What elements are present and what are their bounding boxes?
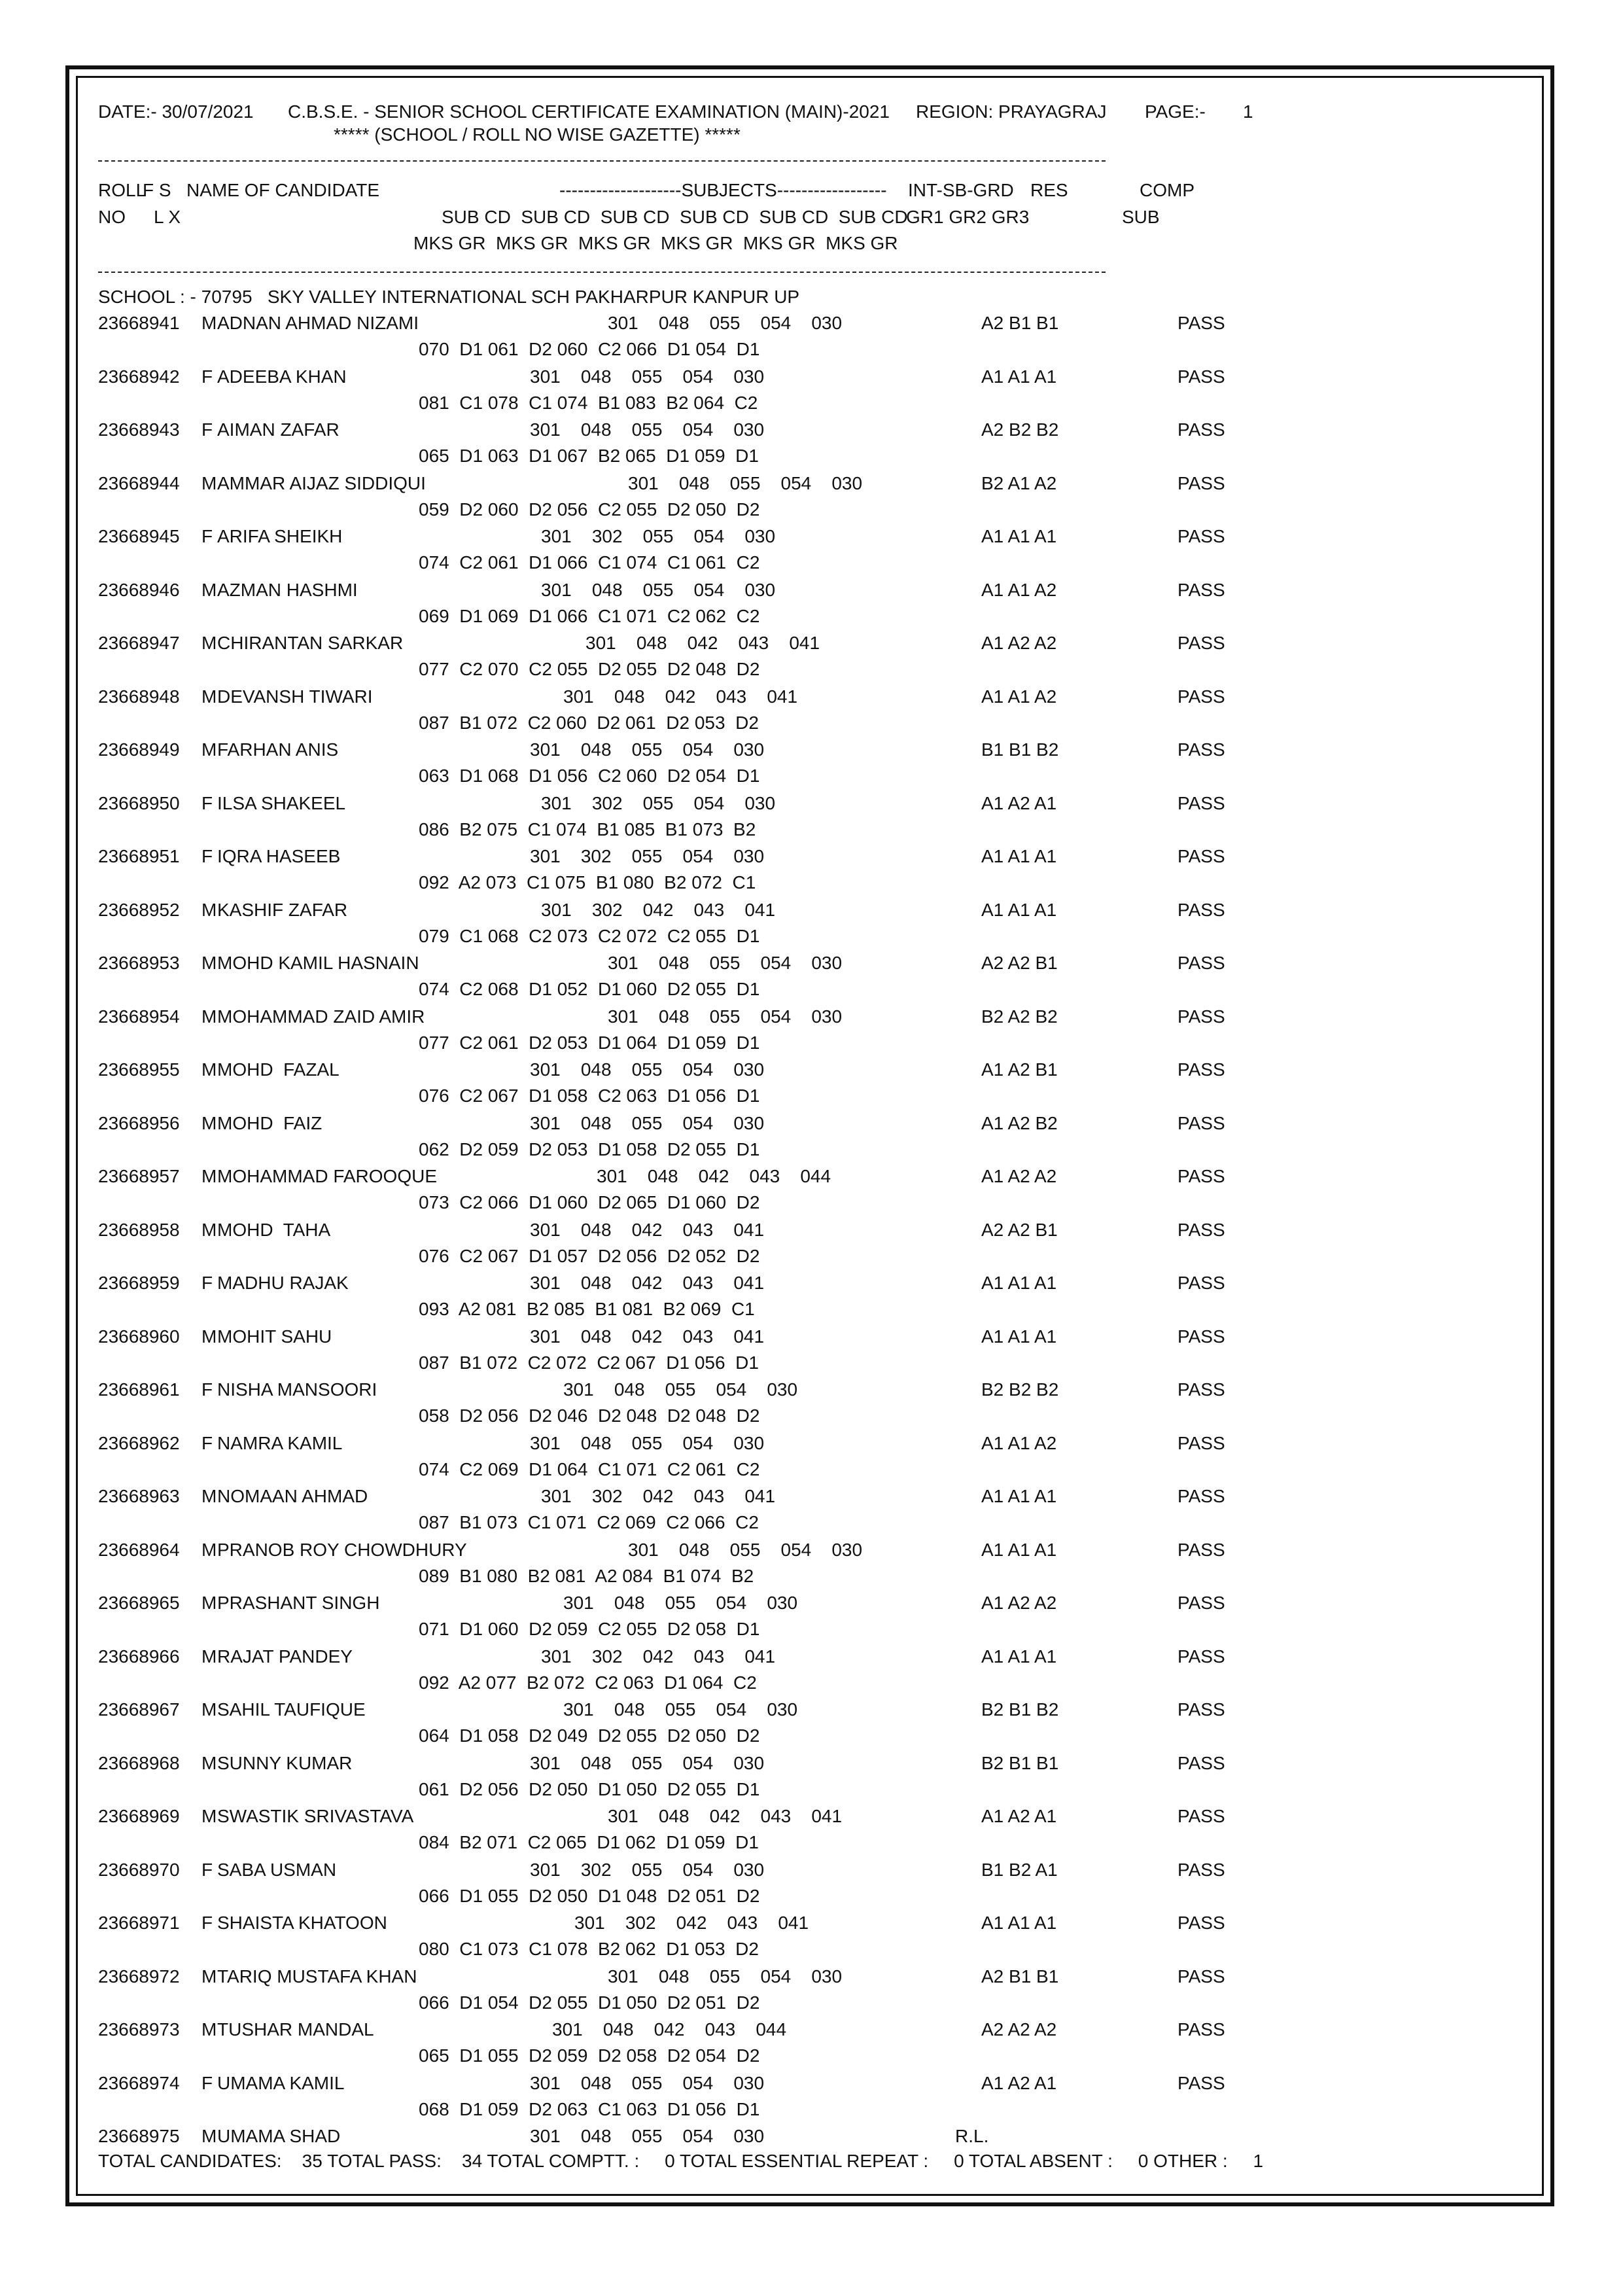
candidate-sex: M [201,1966,217,1987]
candidate-roll: 23668972 [98,1966,180,1987]
candidate-marks: 093 A2 081 B2 085 B1 081 B2 069 C1 [419,1299,755,1319]
candidate-name: MOHD KAMIL HASNAIN [217,953,419,973]
candidate-marks: 087 B1 073 C1 071 C2 069 C2 066 C2 [419,1512,759,1532]
candidate-grades: A2 A2 B1 [981,953,1058,973]
candidate-marks: 087 B1 072 C2 060 D2 061 D2 053 D2 [419,712,759,733]
candidate-marks: 076 C2 067 D1 058 C2 063 D1 056 D1 [419,1086,760,1106]
candidate-sex: M [201,313,217,333]
candidate-roll: 23668965 [98,1593,180,1613]
candidate-subjects: 301 048 055 054 030 [608,953,843,973]
candidate-sex: M [201,579,217,600]
candidate-result: PASS [1178,1379,1225,1400]
candidate-subjects: 301 048 055 054 030 [530,2126,765,2146]
candidate-name: NOMAAN AHMAD [217,1486,368,1506]
candidate-roll: 23668964 [98,1539,180,1560]
candidate-sex: M [201,1593,217,1613]
candidate-subjects: 301 048 042 043 041 [608,1806,843,1826]
candidate-marks: 087 B1 072 C2 072 C2 067 D1 056 D1 [419,1352,759,1373]
candidate-grades: A1 A1 A1 [981,1646,1057,1667]
candidate-roll: 23668968 [98,1752,180,1773]
col-comp-sub: SUB [1122,207,1160,227]
candidate-subjects: 301 048 042 043 044 [552,2019,787,2040]
candidate-grades: A1 A2 B2 [981,1112,1058,1133]
candidate-result: PASS [1178,579,1225,600]
divider-bottom [98,272,1106,273]
candidate-subjects: 301 048 055 054 030 [608,313,843,333]
candidate-marks: 076 C2 067 D1 057 D2 056 D2 052 D2 [419,1245,760,1266]
candidate-roll: 23668958 [98,1219,180,1240]
candidate-roll: 23668967 [98,1699,180,1720]
candidate-grades: B2 A2 B2 [981,1006,1058,1027]
candidate-result: PASS [1178,899,1225,920]
candidate-roll: 23668956 [98,1112,180,1133]
col-int-grd: INT-SB-GRD [908,180,1014,200]
col-gr: GR1 GR2 GR3 [906,207,1030,227]
candidate-roll: 23668969 [98,1806,180,1826]
candidate-result: PASS [1178,633,1225,653]
col-fs: F S [143,180,171,200]
candidate-name: AZMAN HASHMI [217,579,358,600]
candidate-sex: F [201,1379,213,1400]
candidate-name: MOHIT SAHU [217,1326,332,1347]
candidate-marks: 065 D1 063 D1 067 B2 065 D1 059 D1 [419,446,759,466]
header-date: DATE:- 30/07/2021 [98,101,254,122]
candidate-sex: M [201,2019,217,2040]
candidate-grades: B2 A1 A2 [981,472,1057,493]
candidate-roll: 23668975 [98,2126,180,2146]
candidate-result: PASS [1178,526,1225,546]
candidate-grades: A1 A2 A1 [981,2072,1057,2093]
candidate-marks: 058 D2 056 D2 046 D2 048 D2 048 D2 [419,1405,760,1426]
candidate-subjects: 301 048 055 054 030 [608,1006,843,1027]
candidate-subjects: 301 048 055 054 030 [530,2072,765,2093]
candidate-grades: A1 A1 A1 [981,366,1057,387]
candidate-subjects: 301 048 042 043 044 [597,1166,831,1186]
candidate-subjects: 301 048 055 054 030 [563,1699,798,1720]
candidate-sex: M [201,1006,217,1027]
candidate-roll: 23668966 [98,1646,180,1667]
candidate-subjects: 301 048 055 054 030 [530,1432,765,1453]
candidate-name: ADNAN AHMAD NIZAMI [217,313,419,333]
candidate-subjects: 301 048 042 043 041 [530,1326,765,1347]
candidate-grades: A1 A1 A2 [981,1432,1057,1453]
candidate-result: PASS [1178,1166,1225,1186]
candidate-grades: A1 A1 A1 [981,899,1057,920]
candidate-subjects: 301 048 055 054 030 [530,1112,765,1133]
candidate-marks: 068 D1 059 D2 063 C1 063 D1 056 D1 [419,2098,760,2119]
candidate-marks: 066 D1 055 D2 050 D1 048 D2 051 D2 [419,1885,760,1906]
candidate-sex: M [201,633,217,653]
candidate-name: PRASHANT SINGH [217,1593,380,1613]
col-comp: COMP [1140,180,1195,200]
candidate-subjects: 301 048 055 054 030 [530,419,765,440]
candidate-subjects: 301 302 042 043 041 [574,1913,809,1933]
candidate-name: SABA USMAN [217,1859,337,1880]
candidate-grades: A1 A1 A2 [981,579,1057,600]
candidate-marks: 064 D1 058 D2 049 D2 055 D2 050 D2 [419,1725,760,1746]
candidate-grades: B1 B2 A1 [981,1859,1058,1880]
candidate-marks: 070 D1 061 D2 060 C2 066 D1 054 D1 [419,339,760,359]
candidate-name: DEVANSH TIWARI [217,686,373,707]
candidate-result: PASS [1178,1273,1225,1293]
col-sub-cd: SUB CD SUB CD SUB CD SUB CD SUB CD SUB CD [442,207,908,227]
candidate-result: PASS [1178,686,1225,707]
candidate-sex: F [201,526,213,546]
candidate-subjects: 301 302 055 054 030 [541,526,776,546]
candidate-result: PASS [1178,313,1225,333]
candidate-sex: M [201,1752,217,1773]
candidate-marks: 092 A2 077 B2 072 C2 063 D1 064 C2 [419,1672,757,1693]
totals-line: TOTAL CANDIDATES: 35 TOTAL PASS: 34 TOTAL COMPTT. : 0 TOTAL ESSENTIAL REPEAT : 0 TOTAL ABSENT : 0 OTHER : 1 [98,2151,1264,2171]
candidate-roll: 23668974 [98,2072,180,2093]
candidate-name: UMAMA SHAD [217,2126,341,2146]
candidate-sex: M [201,1699,217,1720]
candidate-grades: A1 A1 A1 [981,526,1057,546]
candidate-sex: M [201,1486,217,1506]
candidate-subjects: 301 048 042 043 041 [585,633,820,653]
candidate-roll: 23668963 [98,1486,180,1506]
candidate-sex: M [201,1059,217,1080]
candidate-name: MADHU RAJAK [217,1273,349,1293]
header-region: REGION: PRAYAGRAJ [916,101,1107,122]
candidate-result: PASS [1178,366,1225,387]
candidate-result: PASS [1178,792,1225,813]
candidate-result: PASS [1178,739,1225,760]
header-page-number: 1 [1243,101,1253,122]
candidate-grades: A1 A2 A1 [981,1806,1057,1826]
col-subjects: --------------------SUBJECTS------------------ [559,180,887,200]
candidate-name: CHIRANTAN SARKAR [217,633,404,653]
candidate-result: PASS [1178,1699,1225,1720]
candidate-grades: A1 A2 A2 [981,1166,1057,1186]
candidate-marks: 084 B2 071 C2 065 D1 062 D1 059 D1 [419,1832,759,1852]
candidate-sex: F [201,366,213,387]
candidate-roll: 23668970 [98,1859,180,1880]
candidate-sex: M [201,2126,217,2146]
candidate-roll: 23668960 [98,1326,180,1347]
candidate-grades: B2 B2 B2 [981,1379,1059,1400]
candidate-result: PASS [1178,1059,1225,1080]
candidate-result: PASS [1178,953,1225,973]
candidate-name: MOHAMMAD ZAID AMIR [217,1006,425,1027]
candidate-name: FARHAN ANIS [217,739,339,760]
candidate-result: PASS [1178,1219,1225,1240]
candidate-result: PASS [1178,846,1225,866]
candidate-sex: F [201,2072,213,2093]
candidate-result: PASS [1178,1112,1225,1133]
candidate-result: PASS [1178,1859,1225,1880]
divider-top [98,160,1106,162]
candidate-marks: 080 C1 073 C1 078 B2 062 D1 053 D2 [419,1939,759,1959]
candidate-name: MOHD FAZAL [217,1059,340,1080]
candidate-name: SUNNY KUMAR [217,1752,353,1773]
candidate-grades: A1 A2 B1 [981,1059,1058,1080]
candidate-name: IQRA HASEEB [217,846,341,866]
candidate-subjects: 301 048 042 043 041 [563,686,798,707]
candidate-result: PASS [1178,472,1225,493]
candidate-result: PASS [1178,1006,1225,1027]
candidate-result: PASS [1178,1752,1225,1773]
candidate-subjects: 301 302 042 043 041 [541,1486,776,1506]
header-subtitle: ***** (SCHOOL / ROLL NO WISE GAZETTE) ***** [334,124,741,145]
header-page-label: PAGE:- [1145,101,1206,122]
candidate-marks: 086 B2 075 C1 074 B1 085 B1 073 B2 [419,819,756,839]
candidate-sex: F [201,1432,213,1453]
candidate-subjects: 301 048 055 054 030 [530,739,765,760]
candidate-marks: 073 C2 066 D1 060 D2 065 D1 060 D2 [419,1192,760,1212]
candidate-sex: F [201,1859,213,1880]
candidate-name: SWASTIK SRIVASTAVA [217,1806,414,1826]
candidate-roll: 23668971 [98,1913,180,1933]
candidate-subjects: 301 048 055 054 030 [628,472,863,493]
candidate-name: SAHIL TAUFIQUE [217,1699,366,1720]
candidate-result: PASS [1178,1486,1225,1506]
candidate-grades: A2 B1 B1 [981,1966,1059,1987]
candidate-grades: A1 A1 A1 [981,1326,1057,1347]
candidate-roll: 23668949 [98,739,180,760]
candidate-name: ILSA SHAKEEL [217,792,346,813]
candidate-roll: 23668950 [98,792,180,813]
candidate-grades: A2 A2 A2 [981,2019,1057,2040]
candidate-roll: 23668954 [98,1006,180,1027]
candidate-name: AMMAR AIJAZ SIDDIQUI [217,472,426,493]
candidate-name: MOHAMMAD FAROOQUE [217,1166,438,1186]
candidate-result: PASS [1178,1646,1225,1667]
candidate-subjects: 301 048 055 054 030 [563,1593,798,1613]
candidate-grades: A1 A1 A1 [981,1913,1057,1933]
candidate-subjects: 301 302 042 043 041 [541,1646,776,1667]
col-no: NO [98,207,126,227]
candidate-grades: A1 A2 A2 [981,633,1057,653]
candidate-marks: 079 C1 068 C2 073 C2 072 C2 055 D1 [419,925,760,946]
candidate-subjects: 301 302 055 054 030 [541,792,776,813]
candidate-roll: 23668961 [98,1379,180,1400]
candidate-result: PASS [1178,419,1225,440]
candidate-marks: 077 C2 070 C2 055 D2 055 D2 048 D2 [419,659,760,679]
candidate-name: ARIFA SHEIKH [217,526,343,546]
candidate-name: NAMRA KAMIL [217,1432,343,1453]
candidate-sex: M [201,1219,217,1240]
candidate-name: SHAISTA KHATOON [217,1913,387,1933]
candidate-sex: F [201,1273,213,1293]
candidate-result: PASS [1178,1593,1225,1613]
candidate-roll: 23668948 [98,686,180,707]
candidate-marks: 089 B1 080 B2 081 A2 084 B1 074 B2 [419,1565,754,1586]
candidate-subjects: 301 048 055 054 030 [563,1379,798,1400]
candidate-marks: 069 D1 069 D1 066 C1 071 C2 062 C2 [419,605,760,626]
header-title: C.B.S.E. - SENIOR SCHOOL CERTIFICATE EXAMINATION (MAIN)-2021 [288,101,890,122]
col-mks-gr: MKS GR MKS GR MKS GR MKS GR MKS GR MKS GR [413,233,898,253]
candidate-result: PASS [1178,1913,1225,1933]
candidate-roll: 23668945 [98,526,180,546]
candidate-result: PASS [1178,1539,1225,1560]
candidate-grades: A2 B2 B2 [981,419,1059,440]
candidate-result: PASS [1178,1966,1225,1987]
candidate-grades: B2 B1 B2 [981,1699,1059,1720]
candidate-sex: M [201,1539,217,1560]
candidate-marks: 071 D1 060 D2 059 C2 055 D2 058 D1 [419,1619,760,1639]
candidate-subjects: 301 048 042 043 041 [530,1219,765,1240]
candidate-result: PASS [1178,1806,1225,1826]
candidate-roll: 23668944 [98,472,180,493]
candidate-sex: M [201,1806,217,1826]
candidate-sex: F [201,419,213,440]
candidate-marks: 074 C2 068 D1 052 D1 060 D2 055 D1 [419,979,760,999]
candidate-name: AIMAN ZAFAR [217,419,340,440]
candidate-grades: A2 A2 B1 [981,1219,1058,1240]
candidate-name: ADEEBA KHAN [217,366,347,387]
candidate-subjects: 301 048 055 054 030 [530,1752,765,1773]
candidate-subjects: 301 048 055 054 030 [628,1539,863,1560]
candidate-roll: 23668942 [98,366,180,387]
candidate-grades: A1 A2 A1 [981,792,1057,813]
candidate-marks: 065 D1 055 D2 059 D2 058 D2 054 D2 [419,2045,760,2066]
candidate-grades: A1 A1 A1 [981,1486,1057,1506]
candidate-sex: F [201,792,213,813]
col-lx: L X [154,207,181,227]
col-name: NAME OF CANDIDATE [186,180,380,200]
candidate-grades: A1 A1 A1 [981,1539,1057,1560]
candidate-result: PASS [1178,2072,1225,2093]
col-res: RES [1030,180,1068,200]
candidate-marks: 059 D2 060 D2 056 C2 055 D2 050 D2 [419,499,760,520]
candidate-sex: M [201,1166,217,1186]
candidate-result: PASS [1178,1432,1225,1453]
candidate-subjects: 301 302 042 043 041 [541,899,776,920]
candidate-name: MOHD FAIZ [217,1112,323,1133]
candidate-name: TARIQ MUSTAFA KHAN [217,1966,417,1987]
candidate-grades: A2 B1 B1 [981,313,1059,333]
candidate-marks: 092 A2 073 C1 075 B1 080 B2 072 C1 [419,872,756,892]
candidate-roll: 23668957 [98,1166,180,1186]
candidate-sex: M [201,1326,217,1347]
candidate-subjects: 301 302 055 054 030 [530,846,765,866]
candidate-sex: M [201,953,217,973]
candidate-roll: 23668962 [98,1432,180,1453]
candidate-roll: 23668973 [98,2019,180,2040]
candidate-marks: 061 D2 056 D2 050 D1 050 D2 055 D1 [419,1778,760,1799]
candidate-subjects: 301 048 055 054 030 [530,1059,765,1080]
candidate-subjects: 301 048 042 043 041 [530,1273,765,1293]
candidate-marks: 074 C2 069 D1 064 C1 071 C2 061 C2 [419,1458,760,1479]
candidate-name: RAJAT PANDEY [217,1646,353,1667]
candidate-result: PASS [1178,1326,1225,1347]
candidate-sex: M [201,472,217,493]
candidate-marks: 062 D2 059 D2 053 D1 058 D2 055 D1 [419,1139,760,1159]
candidate-name: PRANOB ROY CHOWDHURY [217,1539,467,1560]
candidate-marks: 074 C2 061 D1 066 C1 074 C1 061 C2 [419,552,760,573]
candidate-sex: M [201,739,217,760]
candidate-roll: 23668943 [98,419,180,440]
col-roll: ROLL [98,180,147,200]
candidate-name: MOHD TAHA [217,1219,331,1240]
candidate-roll: 23668951 [98,846,180,866]
candidate-subjects: 301 048 055 054 030 [608,1966,843,1987]
candidate-marks: 063 D1 068 D1 056 C2 060 D2 054 D1 [419,766,760,786]
candidate-roll: 23668941 [98,313,180,333]
candidate-roll: 23668953 [98,953,180,973]
candidate-name: KASHIF ZAFAR [217,899,348,920]
candidate-name: TUSHAR MANDAL [217,2019,374,2040]
candidate-grades: A1 A1 A2 [981,686,1057,707]
candidate-name: NISHA MANSOORI [217,1379,377,1400]
candidate-sex: M [201,899,217,920]
candidate-sex: F [201,846,213,866]
candidate-sex: M [201,1112,217,1133]
candidate-name: UMAMA KAMIL [217,2072,345,2093]
candidate-grades: B1 B1 B2 [981,739,1059,760]
candidate-grades: B2 B1 B1 [981,1752,1059,1773]
candidate-subjects: 301 048 055 054 030 [541,579,776,600]
candidate-grades: A1 A1 A1 [981,1273,1057,1293]
candidate-roll: 23668959 [98,1273,180,1293]
candidate-sex: F [201,1913,213,1933]
candidate-grades: R.L. [955,2126,989,2146]
candidate-grades: A1 A1 A1 [981,846,1057,866]
candidate-roll: 23668955 [98,1059,180,1080]
candidate-grades: A1 A2 A2 [981,1593,1057,1613]
school-line: SCHOOL : - 70795 SKY VALLEY INTERNATIONAL SCH PAKHARPUR KANPUR UP [98,287,800,307]
candidate-subjects: 301 048 055 054 030 [530,366,765,387]
candidate-sex: M [201,686,217,707]
candidate-roll: 23668946 [98,579,180,600]
candidate-subjects: 301 302 055 054 030 [530,1859,765,1880]
candidate-result: PASS [1178,2019,1225,2040]
candidate-marks: 066 D1 054 D2 055 D1 050 D2 051 D2 [419,1992,760,2013]
candidate-marks: 081 C1 078 C1 074 B1 083 B2 064 C2 [419,392,758,413]
candidate-roll: 23668952 [98,899,180,920]
candidate-sex: M [201,1646,217,1667]
candidate-marks: 077 C2 061 D2 053 D1 064 D1 059 D1 [419,1032,760,1053]
candidate-roll: 23668947 [98,633,180,653]
